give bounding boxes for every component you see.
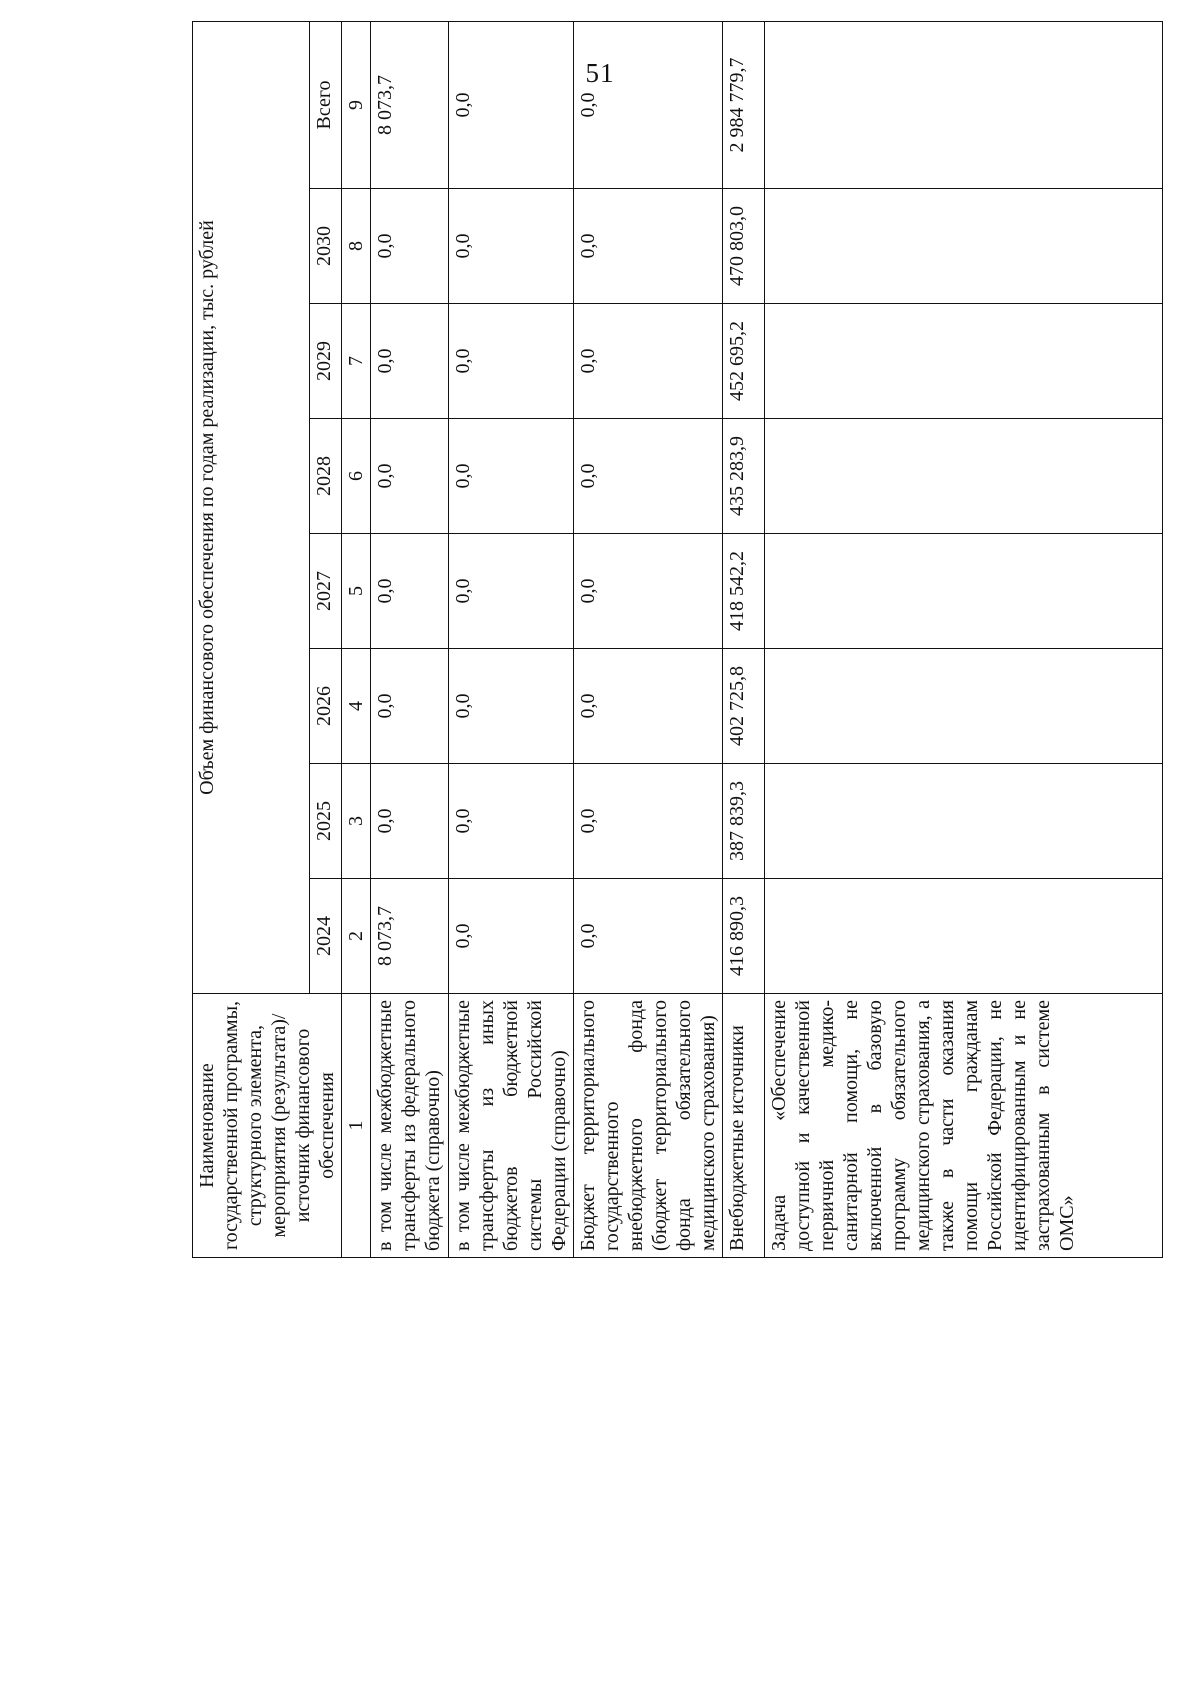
- column-number: 1: [342, 994, 371, 1258]
- column-number: 8: [342, 189, 371, 304]
- table-row: [371, 21, 449, 1257]
- value-cell: 0,0: [371, 419, 449, 534]
- value-cell: 402 725,8: [723, 649, 765, 764]
- value-cell: 0,0: [449, 21, 574, 188]
- value-cell: [765, 649, 1163, 764]
- year-header: 2029: [309, 304, 341, 419]
- value-cell: 0,0: [371, 649, 449, 764]
- page-number: 51: [585, 58, 615, 88]
- column-number: 5: [342, 534, 371, 649]
- value-cell: [765, 21, 1163, 188]
- row-name: Бюджет территориального государственного внебюджетного фонда (бюджет территориального фонда обязательного медицинского страхования): [574, 994, 723, 1258]
- value-cell: 0,0: [371, 764, 449, 879]
- row-name: в том числе межбюджетные трансферты из федерального бюджета (справочно): [371, 994, 449, 1258]
- table-row: [449, 21, 574, 1257]
- value-cell: 0,0: [574, 189, 723, 304]
- total-header: Всего: [309, 21, 341, 188]
- row-name: Задача «Обеспечение доступной и качественной первичной медико-санитарной помощи, не включенной в базовую программу обязательного медицинского страхования, а также в части оказания помощи гражданам Российской Федерации, не идентифицированным и не застрахованным в системе ОМС»: [765, 994, 1163, 1258]
- financing-table: [192, 21, 1163, 1258]
- value-cell: 387 839,3: [723, 764, 765, 879]
- value-cell: 470 803,0: [723, 189, 765, 304]
- value-cell: 0,0: [449, 304, 574, 419]
- value-cell: 435 283,9: [723, 419, 765, 534]
- value-cell: [765, 534, 1163, 649]
- value-cell: 0,0: [574, 419, 723, 534]
- value-cell: 418 542,2: [723, 534, 765, 649]
- value-cell: 0,0: [574, 304, 723, 419]
- value-cell: 0,0: [371, 189, 449, 304]
- value-cell: 0,0: [449, 189, 574, 304]
- year-header: 2025: [309, 764, 341, 879]
- year-header: 2028: [309, 419, 341, 534]
- header-group-title: Объем финансового обеспечения по годам реализации, тыс. рублей: [193, 21, 310, 993]
- value-cell: 0,0: [574, 21, 723, 188]
- value-cell: 0,0: [371, 534, 449, 649]
- row-name: в том числе межбюджетные трансферты из иных бюджетов бюджетной системы Российской Федерации (справочно): [449, 994, 574, 1258]
- row-name: Внебюджетные источники: [723, 994, 765, 1258]
- table-row: [574, 21, 723, 1257]
- value-cell: [765, 879, 1163, 994]
- value-cell: 0,0: [574, 534, 723, 649]
- value-cell: 0,0: [449, 649, 574, 764]
- value-cell: 416 890,3: [723, 879, 765, 994]
- value-cell: 8 073,7: [371, 879, 449, 994]
- value-cell: [765, 189, 1163, 304]
- value-cell: 0,0: [449, 879, 574, 994]
- value-cell: 0,0: [574, 649, 723, 764]
- year-header: 2024: [309, 879, 341, 994]
- value-cell: 0,0: [449, 534, 574, 649]
- column-number: 4: [342, 649, 371, 764]
- value-cell: 0,0: [449, 764, 574, 879]
- value-cell: [765, 764, 1163, 879]
- column-number: 7: [342, 304, 371, 419]
- value-cell: 0,0: [574, 879, 723, 994]
- year-header: 2030: [309, 189, 341, 304]
- value-cell: 8 073,7: [371, 21, 449, 188]
- value-cell: 0,0: [449, 419, 574, 534]
- table-row: [723, 21, 765, 1257]
- column-numbers-row: [342, 21, 371, 1257]
- value-cell: 0,0: [574, 764, 723, 879]
- table-row: [765, 21, 1163, 1257]
- column-number: 3: [342, 764, 371, 879]
- year-header: 2026: [309, 649, 341, 764]
- column-number: 6: [342, 419, 371, 534]
- value-cell: [765, 304, 1163, 419]
- value-cell: 452 695,2: [723, 304, 765, 419]
- year-header: 2027: [309, 534, 341, 649]
- value-cell: [765, 419, 1163, 534]
- column-number: 2: [342, 879, 371, 994]
- header-name-column: Наименование государственной программы, структурного элемента, мероприятия (результата)/источник финансового обеспечения: [193, 994, 342, 1258]
- column-number: 9: [342, 21, 371, 188]
- value-cell: 0,0: [371, 304, 449, 419]
- value-cell: 2 984 779,7: [723, 21, 765, 188]
- header-row: [193, 21, 310, 1257]
